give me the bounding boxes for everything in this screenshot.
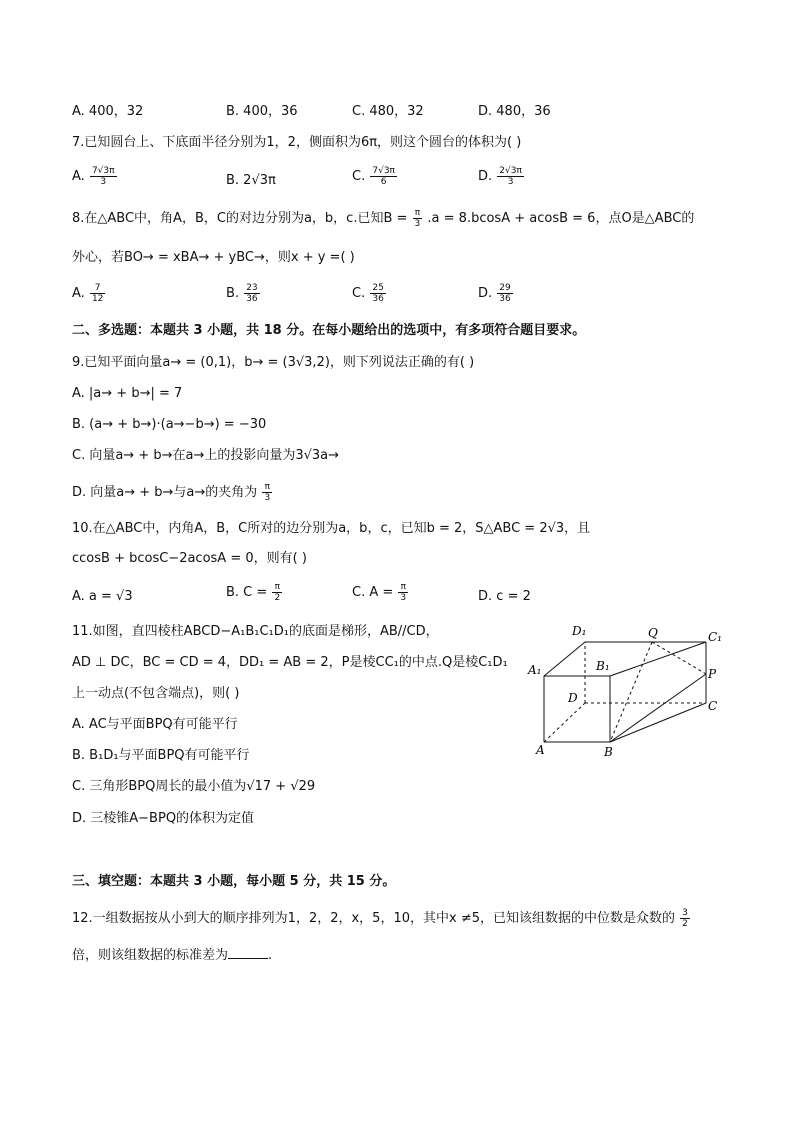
label-D1: D₁ <box>572 624 587 638</box>
q10-stem-line1: 10.在△ABC中，内角A，B，C所对的边分别为a，b，c，已知b = 2，S△ABC = 2√3，且 <box>72 521 591 536</box>
q9-option-b: B. (a→ + b→)·(a→−b→) = −30 <box>72 417 267 432</box>
q10-option-d: D. c = 2 <box>478 589 531 604</box>
q11-prism-figure <box>520 618 730 758</box>
q8-stem-line2: 外心，若BO→ = xBA→ + yBC→，则x + y =( ) <box>72 250 355 265</box>
q9-option-a: A. |a→ + b→| = 7 <box>72 386 183 401</box>
q12-stem-line1: 12.一组数据按从小到大的顺序排列为1，2，2，x，5，10，其中x ≠5，已知该组数据的中位数是众数的 $\frac{3}{2}$ <box>72 908 688 929</box>
q9-option-c: C. 向量a→ + b→在a→上的投影向量为3√3a→ <box>72 448 340 463</box>
q11-option-d: D. 三棱锥A−BPQ的体积为定值 <box>72 811 255 826</box>
label-Q: Q <box>648 626 658 640</box>
label-C1: C₁ <box>708 630 722 644</box>
label-A: A <box>536 743 545 757</box>
label-A1: A₁ <box>528 663 542 677</box>
q9-stem: 9.已知平面向量a→ = (0,1)，b→ = (3√3,2)，则下列说法正确的有( ) <box>72 355 475 370</box>
q7-option-b: B. 2√3π <box>226 173 276 188</box>
q8-option-b: B. $\frac{23}{36}$ <box>226 283 258 304</box>
q6-option-d: D. 480，36 <box>478 104 551 119</box>
label-P: P <box>708 667 717 681</box>
q7-stem: 7.已知圆台上、下底面半径分别为1，2，侧面积为6π，则这个圆台的体积为( ) <box>72 135 522 150</box>
q8-option-d: D. $\frac{29}{36}$ <box>478 283 511 304</box>
q8-option-a: A. $\frac{7}{12}$ <box>72 283 104 304</box>
q7-option-c: C. $\frac{7√3\pi}{6}$ <box>352 166 395 187</box>
q10-option-b: B. C = $\frac{\pi}{2}$ <box>226 582 281 603</box>
section-2-heading: 二、多选题：本题共 3 小题，共 18 分。在每小题给出的选项中，有多项符合题目要求。 <box>72 323 586 338</box>
q11-option-b: B. B₁D₁与平面BPQ有可能平行 <box>72 748 250 763</box>
q7-option-d: D. $\frac{2√3\pi}{3}$ <box>478 166 522 187</box>
label-B: B <box>604 745 613 758</box>
q6-option-c: C. 480，32 <box>352 104 424 119</box>
label-D: D <box>568 691 578 705</box>
q11-option-c: C. 三角形BPQ周长的最小值为√17 + √29 <box>72 779 316 794</box>
q6-option-a: A. 400，32 <box>72 104 144 119</box>
q12-stem-line2: 倍，则该组数据的标准差为 . <box>72 948 273 963</box>
q11-stem-line3: 上一动点(不包含端点)，则( ) <box>72 686 240 701</box>
q10-stem-line2: ccosB + bcosC−2acosA = 0，则有( ) <box>72 551 307 566</box>
q7-option-a: A. $\frac{7√3\pi}{3}$ <box>72 166 115 187</box>
q10-option-c: C. A = $\frac{\pi}{3}$ <box>352 582 407 603</box>
q8-option-c: C. $\frac{25}{36}$ <box>352 283 384 304</box>
q11-option-a: A. AC与平面BPQ有可能平行 <box>72 717 238 732</box>
q11-stem-line2: AD ⊥ DC，BC = CD = 4，DD₁ = AB = 2，P是棱CC₁的中点.Q是棱C₁D₁ <box>72 655 508 670</box>
section-3-heading: 三、填空题：本题共 3 小题，每小题 5 分，共 15 分。 <box>72 874 396 889</box>
q6-option-b: B. 400，36 <box>226 104 298 119</box>
answer-blank[interactable] <box>228 946 268 959</box>
q8-stem-line1: 8.在△ABC中，角A，B，C的对边分别为a，b，c.已知B = $\frac{\pi}{3}$ .a = 8.bcosA + acosB = 6，点O是△ABC的 <box>72 208 695 229</box>
label-B1: B₁ <box>596 659 610 673</box>
q10-option-a: A. a = √3 <box>72 589 133 604</box>
label-C: C <box>708 699 718 713</box>
q9-option-d: D. 向量a→ + b→与a→的夹角为 $\frac{\pi}{3}$ <box>72 482 271 503</box>
q11-stem-line1: 11.如图，直四棱柱ABCD−A₁B₁C₁D₁的底面是梯形，AB//CD， <box>72 624 439 639</box>
